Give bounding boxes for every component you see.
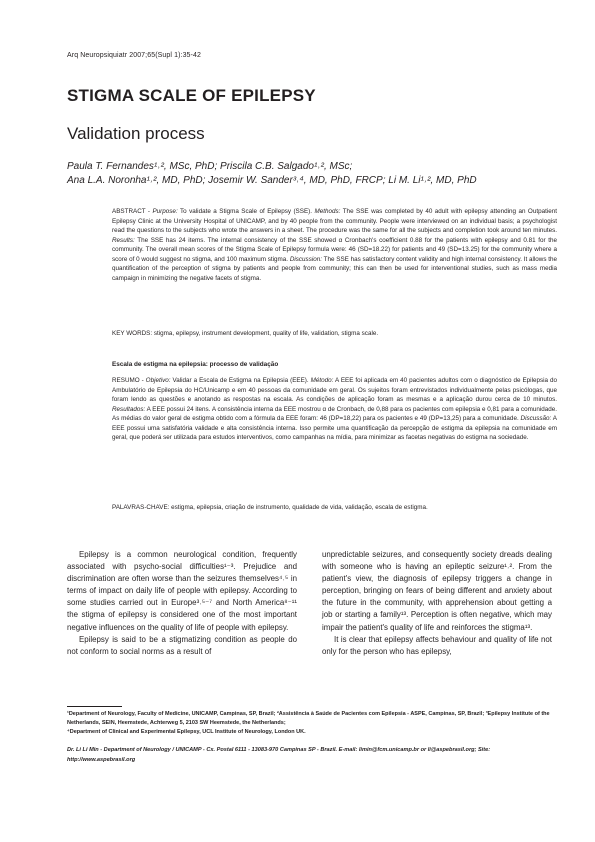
resultados-text: A EEE possui 24 itens. A consistência interna da EEE mostrou α de Cronbach, de 0,88 para os pacientes com epilepsia e 0,81 para a comunidade. As médias do valor geral de estigma obtido com a fórmula da EEE foram: 46 (DP=18,22) para os pacientes e 49 (DP=13,25) para a comunidade.	[112, 405, 557, 422]
purpose-text: To validate a Stigma Scale of Epilepsy (SSE).	[177, 208, 315, 215]
affiliation-line: ¹Department of Neurology, Faculty of Medicine, UNICAMP, Campinas, SP, Brazil; ²Assistência à Saúde de Pacientes com Epilepsia - ASPE, Campinas, SP, Brazil; ³Epilepsy Institute of the Netherlands, SEIN, Heemstede, Achterweg 5, 2103 SW Heemstede, the Netherlands;	[67, 711, 550, 726]
portuguese-title: Escala de estigma na epilepsia: processo de validação	[112, 361, 279, 368]
metodo-label: Método:	[310, 377, 334, 384]
discussion-text: The SSE has satisfactory content validity and high internal consistency. It allows the quantification of the perception of stigma by patients and people from community; this can then be used for interventional studies, such as mass media campaign in minimizing the negative facets of stigma.	[112, 255, 557, 282]
objetivo-text: Validar a Escala de Estigma na Epilepsia (EEE).	[170, 377, 311, 384]
results-label: Results:	[112, 236, 135, 244]
body-paragraph: Epilepsy is said to be a stigmatizing condition as people do not conform to social norms as a result of	[67, 634, 297, 656]
results-text: The SSE has 24 items. The internal consistency of the SSE showed α Cronbach's coefficient 0.88 for the patients with epilepsy and 0.81 for the community. The overall mean scores of the Stigma Scale of Epilepsy formula were: 46 (SD=18.22) for patients and 49 (SD=13.25) for the community where a score of 0 would suggest no stigma, and 100 maximum stigma.	[112, 236, 557, 263]
authors-line-1: Paula T. Fernandes¹˒², MSc, PhD; Priscila C.B. Salgado¹˒², MSc;	[67, 161, 353, 172]
purpose-label: Purpose:	[152, 208, 178, 215]
discussao-label: Discussão:	[520, 415, 552, 422]
correspondence: Dr. Li Li Min - Department of Neurology / UNICAMP - Cx. Postal 6111 - 13083-970 Campinas SP - Brazil. E-mail: limin@fcm.unicamp.br or li@aspebrasil.org; Site: http://www.aspebrasil.org	[67, 747, 491, 763]
body-paragraph: It is clear that epilepsy affects behaviour and quality of life not only for the person who has epilepsy,	[322, 634, 552, 656]
keywords-portuguese: PALAVRAS-CHAVE: estigma, epilepsia, criação de instrumento, qualidade de vida, validação, escala de estigma.	[112, 504, 428, 511]
body-paragraph: Epilepsy is a common neurological condition, frequently associated with psycho-social difficulties¹⁻³. Prejudice and discrimination are often worse than the seizures themselves⁴˒⁵ in terms of impact on daily life of people with epilepsy. According to some studies carried out in Europe³˒⁵⁻⁷ and North America⁸⁻¹¹ the stigma of epilepsy is considered one of the most important negative influences on the quality of life of people with epilepsy.	[67, 550, 297, 632]
metodo-text: A EEE foi aplicada em 40 pacientes adultos com o diagnóstico de Epilepsia do Ambulatório de Epilepsia do HC/Unicamp e em 40 pessoas da comunidade em geral. Os sujeitos foram entrevistados individualmente pelas psicólogas, que foram lendo as questões e anotando as respostas na escala. As condições de aplicação foram as mesmas e a aplicação durou cerca de 10 minutos.	[112, 377, 557, 403]
body-column-left	[67, 549, 297, 658]
body-paragraph: unpredictable seizures, and consequently society dreads dealing with someone who is having an epileptic seizure¹˒². From the patient's view, the diagnosis of epilepsy triggers a change in perception, bringing on fears of being different and anxiety about the future in the community, with apprehension about getting a job or starting a family¹³. Perception is often negative, which may impair the patient's quality of life and reinforces the stigma¹³.	[322, 550, 552, 632]
methods-text: The SSE was completed by 40 adult with epilepsy attending an Outpatient Epilepsy Clinic at the University Hospital of UNICAMP, and by 40 people from the community. People were interviewed on an individual basis; a psychologist read the questions to the subjects who wrote the answers in a sheet. The procedure was the same for all the subjects and completion took around ten minutes.	[112, 208, 557, 234]
discussao-text: A EEE possui uma satisfatória validade e alta consistência interna. Isso permite uma quantificação da percepção de estigma da epilepsia na comunidade em geral, que poderá ser utilizada para estudos interventivos, como campanhas na mídia, para minimizar as facetas negativas do estigma na sociedade.	[112, 415, 557, 441]
abstract-label: ABSTRACT -	[112, 208, 153, 215]
journal-citation: Arq Neuropsiquiatr 2007;65(Supl 1):35-42	[67, 52, 201, 59]
abstract-portuguese	[112, 376, 557, 443]
author-list	[67, 160, 557, 188]
abstract-english	[112, 207, 557, 283]
authors-line-2: Ana L.A. Noronha¹˒², MD, PhD; Josemir W. Sander³˒⁴, MD, PhD, FRCP; Li M. Li¹˒², MD, PhD	[67, 175, 477, 186]
discussion-label: Discussion:	[289, 255, 323, 263]
objetivo-label: Objetivo:	[145, 377, 171, 384]
footnote-rule	[67, 706, 122, 707]
resultados-label: Resultados:	[112, 405, 146, 413]
article-title: STIGMA SCALE OF EPILEPSY	[67, 86, 316, 105]
article-subtitle: Validation process	[67, 124, 205, 143]
resumo-label: RESUMO -	[112, 377, 146, 384]
affiliations	[67, 710, 557, 737]
keywords-english: KEY WORDS: stigma, epilepsy, instrument development, quality of life, validation, stigma scale.	[112, 330, 379, 337]
affiliation-line: ⁴Department of Clinical and Experimental Epilepsy, UCL Institute of Neurology, London UK.	[67, 729, 306, 735]
methods-label: Methods:	[314, 208, 341, 215]
body-column-right	[322, 549, 552, 658]
